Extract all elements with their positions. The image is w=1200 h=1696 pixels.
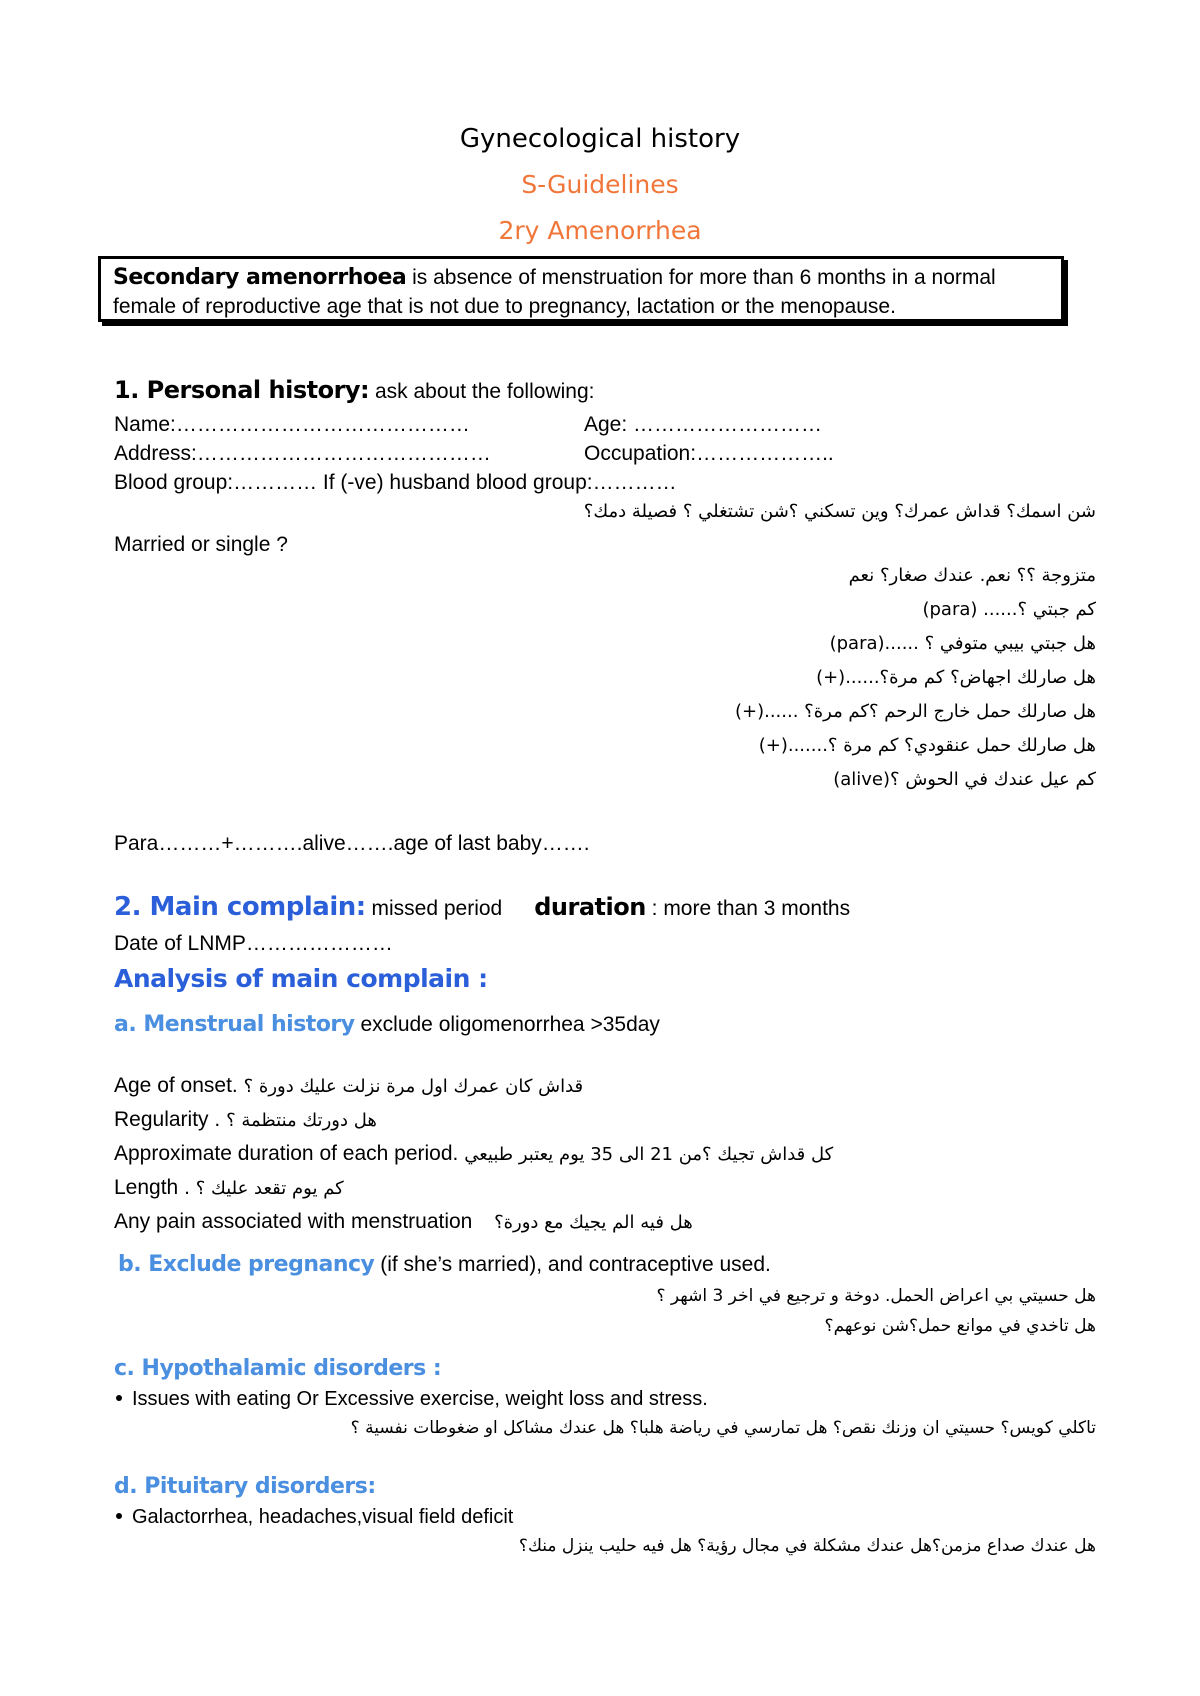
analysis-heading: Analysis of main complain :: [114, 964, 488, 993]
duration-value: : more than 3 months: [645, 897, 851, 920]
pituitary-bullet-text: Galactorrhea, headaches,visual field deficit: [132, 1506, 514, 1528]
pregnancy-heading: b. Exclude pregnancy: [118, 1252, 375, 1277]
duration-label: duration: [534, 893, 646, 921]
pregnancy-arabic-1: هل حسيتي بي اعراض الحمل. دوخة و ترجيع في اخر 3 اشهر ؟: [656, 1286, 1096, 1306]
hypothalamic-bullet: [114, 1388, 708, 1411]
page-title: Gynecological history: [459, 124, 741, 154]
bullet-icon: [116, 1395, 122, 1401]
personal-history-heading: 1. Personal history:: [114, 376, 370, 404]
personal-history-intro: ask about the following:: [369, 380, 595, 403]
menstrual-row: [114, 1210, 693, 1234]
main-complain-heading: 2. Main complain:: [114, 892, 366, 922]
arabic-obstetric-line: هل صارلك حمل عنقودي؟ كم مرة ؟.......(+): [758, 735, 1096, 756]
menstrual-row: [114, 1108, 377, 1132]
arabic-obstetric-line: هل جبتي بيبي متوفي ؟ ......(para): [829, 633, 1096, 654]
definition-text-2: female of reproductive age that is not due to pregnancy, lactation or the menopause.: [113, 295, 896, 318]
menstrual-row: [114, 1142, 833, 1166]
main-complain-text: missed period: [365, 897, 503, 920]
menstrual-heading-row: [114, 1012, 660, 1037]
pituitary-bullet: [114, 1506, 513, 1529]
age-field: Age: ………………………: [584, 413, 823, 436]
pregnancy-heading-row: [118, 1252, 771, 1277]
page-subtitle: S-Guidelines: [521, 170, 679, 199]
occupation-field: Occupation:………………..: [584, 442, 834, 465]
definition-text-1: is absence of menstruation for more than 6 months in a normal: [406, 266, 996, 289]
menstrual-row-en: Regularity .: [114, 1108, 221, 1131]
arabic-identity-questions: شن اسمك؟ قداش عمرك؟ وين تسكني ؟شن تشتغلي ؟ فصيلة دمك؟: [583, 501, 1096, 522]
para-line: Para………+……….alive…….age of last baby…….: [114, 832, 590, 855]
pituitary-heading: d. Pituitary disorders:: [114, 1474, 376, 1499]
topic-title: 2ry Amenorrhea: [498, 216, 702, 245]
menstrual-row-en: Length .: [114, 1176, 190, 1199]
married-question: Married or single ?: [114, 533, 288, 556]
menstrual-row-ar: كم يوم تقعد عليك ؟: [195, 1178, 344, 1199]
menstrual-row-ar: هل فيه الم يجيك مع دورة؟: [494, 1212, 693, 1233]
lnmp-field: Date of LNMP…………………: [114, 932, 393, 955]
menstrual-row: [114, 1176, 344, 1200]
menstrual-row-en: Age of onset.: [114, 1074, 238, 1097]
menstrual-heading: a. Menstrual history: [114, 1012, 355, 1037]
bullet-icon: [116, 1513, 122, 1519]
menstrual-row: [114, 1074, 583, 1098]
main-complain-row: [114, 892, 850, 922]
hypothalamic-arabic: تاكلي كويس؟ حسيتي ان وزنك نقص؟ هل تمارسي في رياضة هلبا؟ هل عندك مشاكل او ضغوطات نفسية ؟: [350, 1418, 1096, 1438]
arabic-obstetric-line: كم عيل عندك في الحوش ؟(alive): [833, 769, 1096, 790]
definition-term: Secondary amenorrhoea: [113, 265, 407, 290]
address-field: Address:……………………………………: [114, 442, 491, 465]
menstrual-row-en: Approximate duration of each period.: [114, 1142, 459, 1165]
name-field: Name:……………………………………: [114, 413, 470, 436]
pregnancy-note: (if she’s married), and contraceptive used.: [374, 1253, 771, 1276]
personal-history-heading-row: [114, 376, 594, 404]
menstrual-note: exclude oligomenorrhea >35day: [354, 1013, 660, 1036]
menstrual-row-ar: هل دورتك منتظمة ؟: [226, 1110, 377, 1131]
definition-box: [98, 256, 1064, 322]
hypothalamic-bullet-text: Issues with eating Or Excessive exercise, weight loss and stress.: [132, 1388, 708, 1410]
menstrual-row-en: Any pain associated with menstruation: [114, 1210, 473, 1233]
menstrual-row-ar: قداش كان عمرك اول مرة نزلت عليك دورة ؟: [243, 1076, 584, 1097]
pregnancy-arabic-2: هل تاخدي في موانع حمل؟شن نوعهم؟: [824, 1316, 1096, 1336]
arabic-obstetric-line: هل صارلك حمل خارج الرحم ؟كم مرة؟ ......(+): [734, 701, 1096, 722]
pituitary-arabic: هل عندك صداع مزمن؟هل عندك مشكلة في مجال رؤية؟ هل فيه حليب ينزل منك؟: [518, 1536, 1096, 1556]
arabic-obstetric-line: كم جبتي ؟...... (para): [922, 599, 1096, 620]
hypothalamic-heading: c. Hypothalamic disorders :: [114, 1356, 442, 1381]
arabic-obstetric-line: هل صارلك اجهاض؟ كم مرة؟......(+): [816, 667, 1096, 688]
arabic-obstetric-line: متزوجة ؟؟ نعم. عندك صغار؟ نعم: [848, 565, 1096, 586]
menstrual-row-ar: كل قداش تجيك ؟من 21 الى 35 يوم يعتبر طبيعي: [464, 1144, 834, 1165]
blood-group-field: Blood group:………… If (-ve) husband blood group:…………: [114, 471, 677, 494]
